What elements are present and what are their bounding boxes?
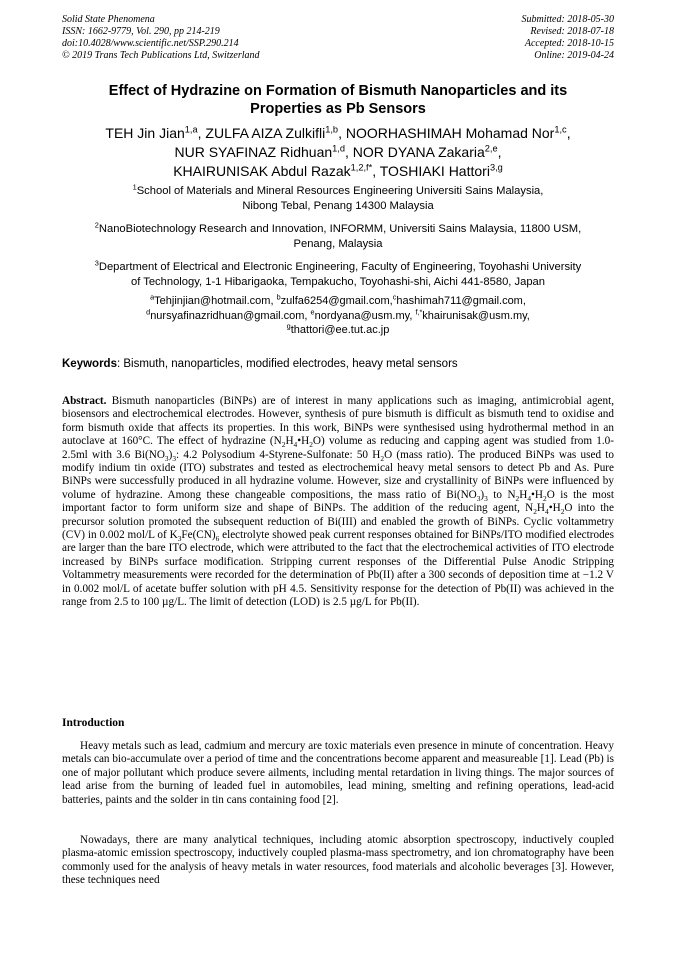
subscript: 2: [515, 494, 520, 504]
email-sup: b: [276, 292, 281, 302]
introduction-paragraph-2: Nowadays, there are many analytical techniques, including atomic absorption spectroscopy, inductively coupled plasma-atomic emission spectroscopy, inductively coupled plasma-mass spectrometry, and ion chromatography have been commonly used for the analysis of heavy metals in water resources, food materials and alcoholic beverages [3]. However, these techniques need: [62, 834, 614, 887]
abstract-text: electrolyte showed peak current responses obtained for BiNPs/ITO modified electrodes are larger than the bare ITO electrode, which were attributed to the fact that the electrochemical activities of ITO electrode increased by BiNPs surface modification. Stripping current responses of the Differential Pulse Anodic Stripping Voltammetry measurements were recorded for the determination of Pb(II) after a 300 seconds of deposition time at −1.2 V in 0.002 mol/L of acetate buffer solution with pH 4.5. Sensitivity response for the detection of Pb(II) was achieved in the range from 2.5 to 100 µg/L. The limit of detection (LOD) is 2.5 µg/L for Pb(II).: [62, 529, 614, 609]
email-sup: e: [310, 306, 315, 316]
abstract-text: ): [480, 488, 485, 501]
email-sup: a: [150, 292, 155, 302]
author-name: KHAIRUNISAK Abdul Razak: [173, 163, 351, 179]
abstract-text: O into the precursor solution promoted the subsequent reduction of Bi(III) and enabled the growth of BiNPs. Cyclic voltammetry (CV) in 0.002 mol/L of K: [62, 502, 614, 542]
affiliation-2: [62, 222, 614, 251]
email-sup: g: [286, 321, 291, 331]
issn: ISSN: 1662-9779, Vol. 290, pp 214-219: [62, 26, 220, 37]
email-list: [62, 294, 614, 338]
author-name: NOR DYANA Zakaria: [352, 144, 485, 160]
affiliation-number: 2: [94, 220, 99, 230]
subscript: 2: [560, 507, 565, 517]
affiliation-1: [62, 184, 614, 213]
subscript: 2: [309, 440, 313, 450]
author-name: TEH Jin Jian: [105, 125, 185, 141]
abstract-paragraph: [62, 395, 614, 610]
revised-date: Revised: 2018-07-18: [530, 26, 614, 37]
title-line-2: Properties as Pb Sensors: [250, 101, 426, 117]
email-sup: f,*: [415, 306, 423, 316]
abstract-text: O is the most important factor to form uniform size and shape of BiNPs. The addition of the reducing agent, N: [62, 488, 614, 515]
author-list: TEH Jin Jian$^{1,a}$, ZULFA AIZA Zulkifli$^{1,b}$, NOORHASHIMAH Mohamad Nor$^{1,c}$, NUR SYAFINAZ Ridhuan$^{1,d}$, NOR DYANA Zakaria$^{2,e}$, KHAIRUNISAK Abdul Razak$^{1,2,f*}$, TOSHIAKI Hattori$^{3,g}$: [105, 124, 571, 179]
affiliation-text: Department of Electrical and Electronic Engineering, Faculty of Engineering, Toyohashi University: [98, 261, 582, 273]
author-name: NUR SYAFINAZ Ridhuan: [174, 144, 333, 160]
keywords-text: : Bismuth, nanoparticles, modified electrodes, heavy metal sensors: [116, 358, 458, 370]
email-link[interactable]: thattori@ee.tut.ac.jp: [290, 324, 390, 336]
subscript: 2: [281, 440, 286, 450]
journal-name: Solid State Phenomena: [62, 14, 155, 25]
affiliation-3: [62, 260, 614, 289]
subscript: 4: [527, 494, 531, 504]
abstract-text: •H: [548, 502, 561, 515]
abstract-text: Bismuth nanoparticles (BiNPs) are of interest in many applications such as imaging, antimicrobial agent, biosensors and electrochemical electrodes. However, synthesis of pure bismuth is difficult as bismuth tend to oxidise and form bismuth oxide that affects its properties. In this work, BiNPs were synthesised using hydrothermal method in an autoclave at 160°C. The effect of hydrazine (N: [62, 395, 614, 448]
title-line-1: Effect of Hydrazine on Formation of Bismuth Nanoparticles and its: [108, 83, 568, 99]
abstract-text: •H: [297, 435, 310, 448]
accepted-date: Accepted: 2018-10-15: [524, 38, 614, 49]
abstract-text: •H: [531, 488, 543, 501]
introduction-heading: Introduction: [62, 717, 125, 729]
subscript: 4: [545, 507, 549, 517]
author-name: NOORHASHIMAH Mohamad Nor: [345, 125, 555, 141]
subscript: 4: [293, 440, 298, 450]
author-affil-sup: 1,d: [332, 143, 345, 154]
author-affil-sup: 3,g: [489, 162, 503, 173]
affiliation-text: of Technology, 1-1 Hibarigaoka, Tempakucho, Toyohashi-shi, Aichi 441-8580, Japan: [131, 275, 545, 288]
subscript: 3: [476, 494, 481, 504]
abstract-text: O) volume as reducing and capping agent was studied from 1.0-2.5ml with 3.6 Bi(NO: [62, 435, 615, 461]
email-link[interactable]: khairunisak@usm.my,: [422, 309, 530, 322]
author-affil-sup: 2,e: [484, 143, 498, 154]
email-link[interactable]: Tehjinjian@hotmail.com,: [154, 295, 277, 307]
email-sup: c: [392, 292, 397, 302]
email-sup: d: [146, 306, 151, 316]
subscript: 6: [215, 534, 220, 544]
author-name: ZULFA AIZA Zulkifli: [205, 125, 326, 141]
abstract-text: Fe(CN): [181, 529, 216, 542]
abstract-text: H: [536, 502, 545, 515]
email-link[interactable]: nordyana@usm.my,: [314, 309, 416, 322]
author-affil-sup: 1,c: [554, 124, 567, 135]
paper-title: [62, 82, 614, 118]
abstract-text: O (mass ratio). The produced BiNPs was used to modify indium tin oxide (ITO) substrates and tested as electrochemical heavy metal sensors to detect Pb and As. Pure BiNPs were successfully produced in all hydrazine volume. However, size and crystallinity of BiNPs were influenced by volume of hydrazine. Among these changeable compositions, the mass ratio of Bi(NO: [62, 448, 615, 501]
keywords-label: Keywords: [62, 358, 117, 370]
abstract-text: : 4.2 Polysodium 4-Styrene-Sulfonate: 50 H: [176, 448, 381, 461]
author-name: TOSHIAKI Hattori: [379, 163, 490, 179]
affiliation-text: School of Materials and Mineral Resources Engineering Universiti Sains Malaysia,: [136, 185, 544, 197]
subscript: 2: [533, 507, 537, 517]
subscript: 2: [380, 453, 385, 463]
subscript: 3: [484, 494, 488, 504]
abstract-text: to N: [487, 488, 516, 501]
author-affil-sup: 1,b: [325, 124, 339, 135]
affiliation-text: Penang, Malaysia: [293, 237, 383, 250]
subscript: 3: [164, 453, 169, 463]
subscript: 3: [172, 453, 177, 463]
email-link[interactable]: hashimah711@gmail.com,: [396, 295, 526, 307]
affiliation-text: NanoBiotechnology Research and Innovation, INFORMM, Universiti Sains Malaysia, 11800 USM,: [98, 223, 582, 235]
email-link[interactable]: zulfa6254@gmail.com,: [280, 295, 393, 307]
subscript: 3: [177, 534, 182, 544]
abstract-text: H: [285, 435, 294, 448]
online-date: Online: 2019-04-24: [534, 50, 614, 61]
subscript: 2: [543, 494, 547, 504]
keywords-line: [62, 357, 614, 371]
dates-info: [522, 14, 615, 62]
abstract-text: H: [519, 488, 528, 501]
affiliation-text: Nibong Tebal, Penang 14300 Malaysia: [242, 199, 434, 212]
author-affil-sup: 1,2,f*: [350, 162, 373, 173]
abstract-text: ): [168, 448, 173, 461]
author-affil-sup: 1,a: [184, 124, 198, 135]
introduction-paragraph-1: Heavy metals such as lead, cadmium and mercury are toxic materials even presence in minute of concentration. Heavy metals can bio-accumulate over a period of time and the concentrations become apparent and measureable [1]. Lead (Pb) is one of major pollutant which produce severe ailments, including mental retardation in living things. The major sources of lead arise from the burning of leaded fuel in automobiles, lead mining, smelting and refining operations, lead-acid batteries, paints and the solder in tin cans containing food [2].: [62, 740, 614, 806]
journal-info: [62, 14, 260, 62]
abstract-label: Abstract.: [62, 395, 107, 407]
submitted-date: Submitted: 2018-05-30: [521, 14, 614, 25]
affiliation-number: 3: [94, 258, 99, 268]
email-link[interactable]: nursyafinazridhuan@gmail.com,: [150, 309, 311, 322]
copyright: © 2019 Trans Tech Publications Ltd, Switzerland: [62, 50, 260, 61]
doi[interactable]: doi:10.4028/www.scientific.net/SSP.290.214: [62, 38, 239, 49]
affiliation-number: 1: [132, 182, 137, 192]
